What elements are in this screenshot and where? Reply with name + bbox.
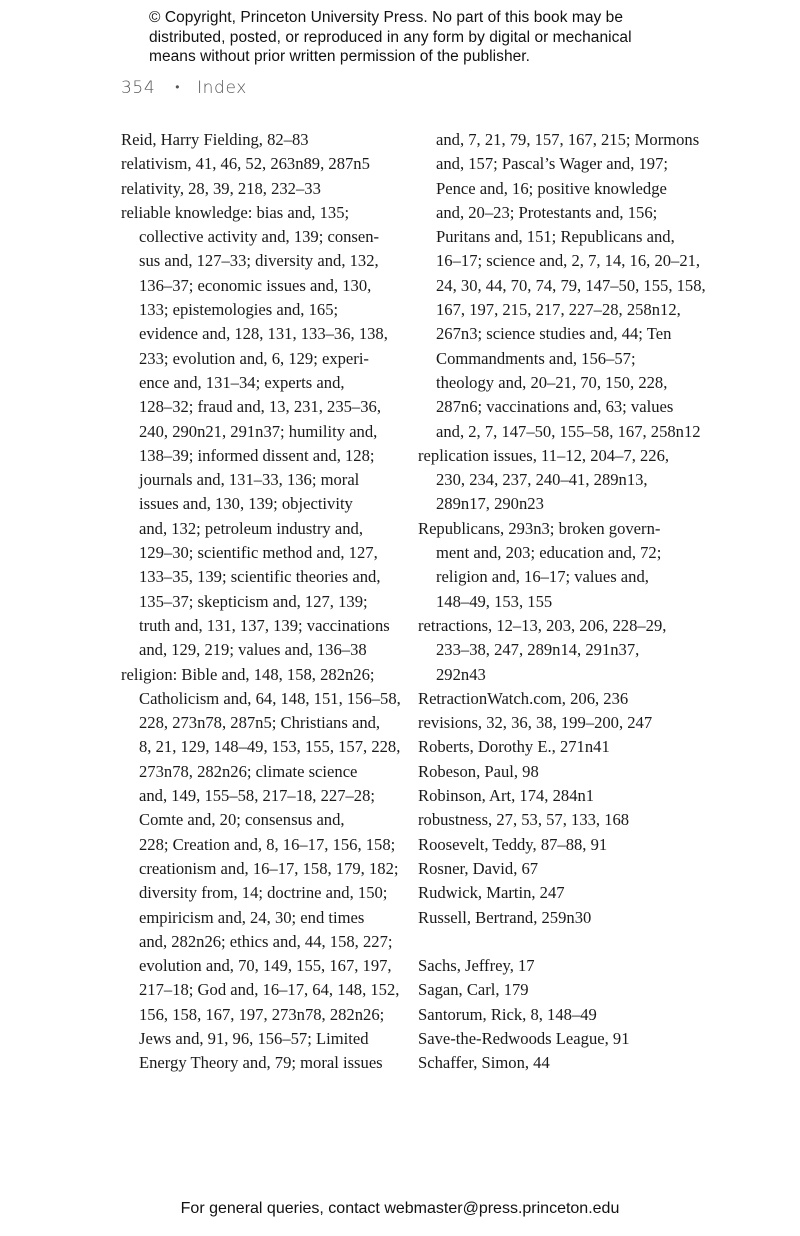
copyright-line: means without prior written permission of the publisher. bbox=[149, 48, 531, 65]
index-entry-line: robustness, 27, 53, 57, 133, 168 bbox=[418, 810, 630, 830]
index-subentry-line: empiricism and, 24, 30; end times bbox=[139, 907, 365, 927]
index-entry-line: Roberts, Dorothy E., 271n41 bbox=[418, 737, 610, 757]
index-subentry-line: collective activity and, 139; consen- bbox=[139, 227, 380, 247]
index-subentry-line: creationism and, 16–17, 158, 179, 182; bbox=[139, 858, 399, 878]
index-subentry-line: Jews and, 91, 96, 156–57; Limited bbox=[139, 1028, 369, 1048]
index-entry-line: Santorum, Rick, 8, 148–49 bbox=[418, 1004, 597, 1024]
section-title: Index bbox=[197, 78, 247, 98]
index-entry-line: replication issues, 11–12, 204–7, 226, bbox=[418, 445, 670, 465]
index-subentry-line: 128–32; fraud and, 13, 231, 235–36, bbox=[139, 397, 381, 417]
index-subentry-line: Pence and, 16; positive knowledge bbox=[436, 178, 667, 198]
index-subentry-line: 240, 290n21, 291n37; humility and, bbox=[139, 421, 378, 441]
index-subentry-line: religion and, 16–17; values and, bbox=[436, 567, 649, 587]
index-column-right bbox=[418, 128, 706, 1076]
index-subentry-line: Catholicism and, 64, 148, 151, 156–58, bbox=[139, 688, 401, 708]
index-subentry-line: 129–30; scientific method and, 127, bbox=[139, 543, 378, 563]
index-subentry-line: 228; Creation and, 8, 16–17, 156, 158; bbox=[139, 834, 396, 854]
index-column-left bbox=[121, 128, 401, 1076]
index-subentry-line: 287n6; vaccinations and, 63; values bbox=[436, 397, 674, 417]
index-subentry-line: journals and, 131–33, 136; moral bbox=[139, 470, 360, 490]
index-subentry-line: 148–49, 153, 155 bbox=[436, 591, 553, 611]
index-subentry-line: 230, 234, 237, 240–41, 289n13, bbox=[436, 470, 648, 490]
letter-group-gap bbox=[418, 930, 693, 954]
index-entry-line: Robinson, Art, 174, 284n1 bbox=[418, 786, 595, 806]
index-entry-line: reliable knowledge: bias and, 135; bbox=[121, 202, 350, 222]
index-subentry-line: Energy Theory and, 79; moral issues bbox=[139, 1053, 383, 1073]
index-subentry-line: 135–37; skepticism and, 127, 139; bbox=[139, 591, 368, 611]
index-subentry-line: 228, 273n78, 287n5; Christians and, bbox=[139, 713, 381, 733]
index-subentry-line: Puritans and, 151; Republicans and, bbox=[436, 227, 675, 247]
index-subentry-line: and, 282n26; ethics and, 44, 158, 227; bbox=[139, 931, 393, 951]
index-subentry-line: 217–18; God and, 16–17, 64, 148, 152, bbox=[139, 980, 400, 1000]
index-subentry-line: 167, 197, 215, 217, 227–28, 258n12, bbox=[436, 300, 681, 320]
index-entry-line: Schaffer, Simon, 44 bbox=[418, 1053, 550, 1073]
index-subentry-line: 138–39; informed dissent and, 128; bbox=[139, 445, 375, 465]
index-entry-line: Reid, Harry Fielding, 82–83 bbox=[121, 130, 309, 149]
index-subentry-line: and, 20–23; Protestants and, 156; bbox=[436, 202, 658, 222]
index-entry-line: Sagan, Carl, 179 bbox=[418, 980, 529, 1000]
index-subentry-line: 136–37; economic issues and, 130, bbox=[139, 275, 372, 295]
index-entry-line: Robeson, Paul, 98 bbox=[418, 761, 539, 781]
index-subentry-line: 156, 158, 167, 197, 273n78, 282n26; bbox=[139, 1004, 385, 1024]
index-subentry-line: and, 129, 219; values and, 136–38 bbox=[139, 640, 367, 660]
index-subentry-line: Comte and, 20; consensus and, bbox=[139, 810, 345, 830]
index-subentry-line: theology and, 20–21, 70, 150, 228, bbox=[436, 372, 668, 392]
index-entry-line: relativity, 28, 39, 218, 232–33 bbox=[121, 178, 321, 198]
index-entry-line: Russell, Bertrand, 259n30 bbox=[418, 907, 592, 927]
index-subentry-line: 133–35, 139; scientific theories and, bbox=[139, 567, 381, 587]
index-subentry-line: 273n78, 282n26; climate science bbox=[139, 761, 358, 781]
index-subentry-line: truth and, 131, 137, 139; vaccinations bbox=[139, 615, 390, 635]
index-entry-line: Save-the-Redwoods League, 91 bbox=[418, 1028, 630, 1048]
index-subentry-line: diversity from, 14; doctrine and, 150; bbox=[139, 883, 388, 903]
index-subentry-line: 133; epistemologies and, 165; bbox=[139, 300, 339, 320]
index-subentry-line: 267n3; science studies and, 44; Ten bbox=[436, 324, 672, 344]
index-subentry-line: 292n43 bbox=[436, 664, 486, 684]
index-subentry-line: Commandments and, 156–57; bbox=[436, 348, 636, 368]
index-entry-line: Rosner, David, 67 bbox=[418, 858, 539, 878]
index-subentry-line: and, 132; petroleum industry and, bbox=[139, 518, 363, 538]
index-entry-line: RetractionWatch.com, 206, 236 bbox=[418, 688, 629, 708]
index-entry-line: Rudwick, Martin, 247 bbox=[418, 883, 565, 903]
index-subentry-line: and, 157; Pascal’s Wager and, 197; bbox=[436, 154, 669, 174]
index-subentry-line: 233; evolution and, 6, 129; experi- bbox=[139, 348, 369, 368]
index-subentry-line: sus and, 127–33; diversity and, 132, bbox=[139, 251, 379, 271]
index-subentry-line: issues and, 130, 139; objectivity bbox=[139, 494, 353, 514]
index-entry-line: Republicans, 293n3; broken govern- bbox=[418, 518, 661, 538]
index-entry-line: Sachs, Jeffrey, 17 bbox=[418, 956, 535, 976]
index-entry-line: revisions, 32, 36, 38, 199–200, 247 bbox=[418, 713, 653, 733]
index-entry-line: retractions, 12–13, 203, 206, 228–29, bbox=[418, 615, 667, 635]
index-subentry-line: ment and, 203; education and, 72; bbox=[436, 543, 662, 563]
index-subentry-line: 233–38, 247, 289n14, 291n37, bbox=[436, 640, 640, 660]
index-subentry-line: 289n17, 290n23 bbox=[436, 494, 544, 514]
index-subentry-line: 16–17; science and, 2, 7, 14, 16, 20–21, bbox=[436, 251, 701, 271]
index-subentry-line: evolution and, 70, 149, 155, 167, 197, bbox=[139, 956, 392, 976]
index-subentry-line: 24, 30, 44, 70, 74, 79, 147–50, 155, 158, bbox=[436, 275, 706, 295]
index-entry-line: relativism, 41, 46, 52, 263n89, 287n5 bbox=[121, 154, 370, 174]
index-entry-line: Roosevelt, Teddy, 87–88, 91 bbox=[418, 834, 608, 854]
footer-contact: For general queries, contact webmaster@press.princeton.edu bbox=[180, 1200, 620, 1217]
index-subentry-line: 8, 21, 129, 148–49, 153, 155, 157, 228, bbox=[139, 737, 401, 757]
copyright-line: © Copyright, Princeton University Press. No part of this book may be bbox=[149, 9, 623, 26]
copyright-line: distributed, posted, or reproduced in any form by digital or mechanical bbox=[149, 28, 632, 46]
index-subentry-line: and, 149, 155–58, 217–18, 227–28; bbox=[139, 786, 375, 806]
index-subentry-line: and, 7, 21, 79, 157, 167, 215; Mormons bbox=[436, 130, 700, 149]
index-entry-line: religion: Bible and, 148, 158, 282n26; bbox=[121, 664, 375, 684]
index-subentry-line: ence and, 131–34; experts and, bbox=[139, 372, 345, 392]
index-subentry-line: and, 2, 7, 147–50, 155–58, 167, 258n12 bbox=[436, 421, 701, 441]
running-head bbox=[121, 78, 247, 98]
bullet-separator-icon: • bbox=[175, 80, 181, 94]
page-number: 354 bbox=[121, 78, 156, 98]
index-subentry-line: evidence and, 128, 131, 133–36, 138, bbox=[139, 324, 388, 344]
copyright-notice bbox=[149, 8, 709, 67]
